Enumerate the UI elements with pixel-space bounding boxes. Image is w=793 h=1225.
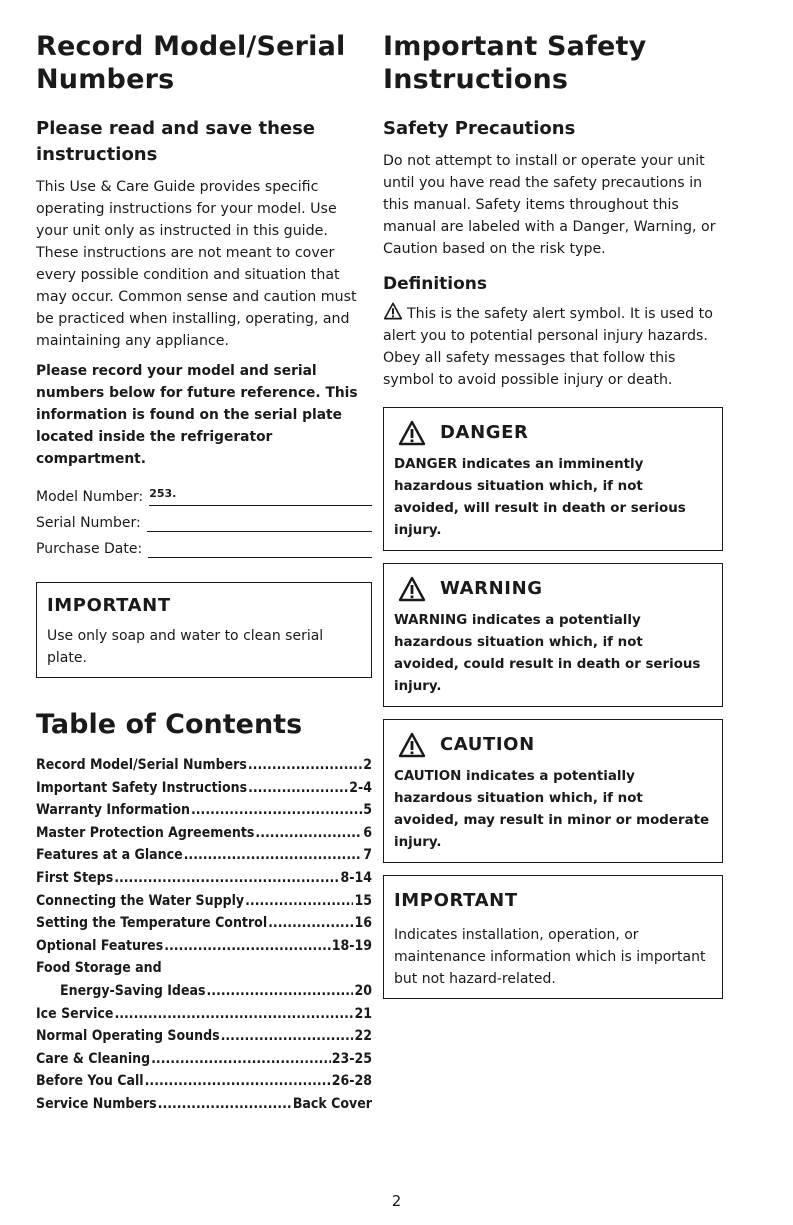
danger-title: DANGER: [440, 422, 529, 443]
toc-page: 15: [354, 892, 372, 909]
important-text: Indicates installation, operation, or maintenance information which is important but not hazard-related.: [394, 927, 706, 987]
field-label: Purchase Date:: [36, 541, 143, 557]
definitions-text: This is the safety alert symbol. It is used to alert you to potential personal injury hazards. Obey all safety messages that follow this symbol to avoid possible injury or death.: [383, 306, 713, 388]
toc-label: Master Protection Agreements: [36, 824, 255, 841]
toc-leader: [221, 1025, 354, 1048]
toc-item[interactable]: [36, 980, 372, 1003]
toc-item[interactable]: [36, 777, 372, 800]
definitions-paragraph: [383, 302, 723, 391]
toc-item[interactable]: [36, 844, 372, 867]
toc-item[interactable]: [36, 867, 372, 890]
left-column: [36, 30, 372, 1116]
safety-alert-icon: [398, 420, 426, 446]
purchase-date-field: [36, 532, 372, 558]
toc-page: 2-4: [349, 779, 372, 796]
toc-page: 16: [354, 915, 372, 932]
page-number: 2: [391, 1192, 402, 1210]
table-of-contents: [36, 754, 372, 1116]
model-number-line: 253.: [149, 487, 372, 506]
field-label: Model Number:: [36, 489, 144, 505]
toc-item[interactable]: [36, 935, 372, 958]
toc-leader: [255, 822, 362, 845]
toc-item[interactable]: [36, 1025, 372, 1048]
toc-leader: [114, 1003, 353, 1026]
danger-header: [398, 420, 712, 446]
toc-page: 22: [354, 1028, 372, 1045]
safety-alert-icon: [398, 732, 426, 758]
precautions-heading: Safety Precautions: [383, 118, 576, 139]
important-title: IMPORTANT: [47, 595, 171, 616]
danger-text: DANGER indicates an imminently hazardous situation which, if not avoided, will result in death or serious injury.: [394, 457, 686, 538]
toc-item[interactable]: [36, 912, 372, 935]
toc-page: 2: [363, 757, 372, 773]
purchase-date-line: [148, 539, 372, 558]
important-title: IMPORTANT: [394, 890, 518, 911]
toc-label: Optional Features: [36, 937, 164, 954]
toc-item[interactable]: [36, 890, 372, 913]
right-column: [383, 30, 723, 999]
toc-page: 5: [363, 802, 372, 819]
toc-page: 6: [363, 824, 372, 841]
toc-page: 8-14: [340, 869, 372, 886]
toc-page: 26-28: [331, 1073, 372, 1090]
record-title: Record Model/Serial Numbers: [36, 31, 346, 95]
field-label: Serial Number:: [36, 515, 141, 531]
toc-leader: [158, 1093, 292, 1116]
precautions-paragraph: Do not attempt to install or operate your unit until you have read the safety precautions in this manual. Safety items throughout this manual are labeled with a Danger, Warning, or Caution based on the risk type.: [383, 153, 716, 257]
safety-alert-icon: [383, 302, 403, 320]
caution-text: CAUTION indicates a potentially hazardous situation which, if not avoided, may result in minor or moderate injury.: [394, 769, 710, 850]
toc-leader: [145, 1070, 331, 1093]
toc-page: 20: [354, 982, 372, 999]
caution-box: [383, 719, 723, 863]
toc-title: Table of Contents: [36, 709, 303, 740]
model-number-field: [36, 480, 372, 506]
warning-box: [383, 563, 723, 707]
caution-header: [398, 732, 712, 758]
record-fields: [36, 480, 372, 558]
toc-page: 7: [363, 847, 372, 864]
read-save-subtitle: Please read and save these instructions: [36, 118, 316, 165]
toc-leader: [151, 1048, 331, 1071]
toc-leader: [191, 799, 362, 822]
danger-box: [383, 407, 723, 551]
definitions-heading: Definitions: [383, 274, 488, 294]
toc-leader: [245, 890, 353, 913]
toc-label: First Steps: [36, 869, 114, 886]
warning-text: WARNING indicates a potentially hazardous situation which, if not avoided, could result in death or serious injury.: [394, 613, 701, 694]
toc-label: Important Safety Instructions: [36, 779, 248, 796]
toc-item[interactable]: [36, 1003, 372, 1026]
toc-label: Food Storage and: [36, 960, 162, 977]
toc-label: Before You Call: [36, 1073, 144, 1090]
toc-label: Warranty Information: [36, 802, 190, 819]
toc-item[interactable]: [36, 822, 372, 845]
toc-label: Normal Operating Sounds: [36, 1028, 220, 1045]
toc-label: Setting the Temperature Control: [36, 915, 268, 932]
toc-label: Features at a Glance: [36, 847, 183, 864]
toc-page: Back Cover: [292, 1095, 372, 1112]
safety-alert-icon: [398, 576, 426, 602]
toc-item[interactable]: [36, 754, 372, 777]
important-box: [383, 875, 723, 999]
toc-leader: [248, 754, 362, 777]
toc-page: 18-19: [331, 937, 372, 954]
important-serial-box: [36, 582, 372, 678]
toc-leader: [114, 867, 339, 890]
warning-header: [398, 576, 712, 602]
important-text: Use only soap and water to clean serial plate.: [47, 628, 324, 666]
serial-number-line: [147, 513, 372, 532]
toc-item[interactable]: [36, 1048, 372, 1071]
record-note: Please record your model and serial numbers below for future reference. This information is found on the serial plate located inside the refrigerator compartment.: [36, 363, 358, 467]
toc-label: Ice Service: [36, 1005, 114, 1022]
toc-leader: [164, 935, 331, 958]
toc-page: 21: [354, 1005, 372, 1022]
toc-leader: [207, 980, 354, 1003]
toc-item[interactable]: [36, 1093, 372, 1116]
warning-title: WARNING: [440, 578, 543, 599]
safety-title: Important Safety Instructions: [383, 31, 647, 95]
toc-label: Service Numbers: [36, 1095, 157, 1112]
toc-leader: [268, 912, 353, 935]
toc-page: 23-25: [331, 1050, 372, 1067]
toc-leader: [248, 777, 348, 800]
serial-number-field: [36, 506, 372, 532]
toc-label: Care & Cleaning: [36, 1050, 151, 1067]
toc-label: Energy-Saving Ideas: [60, 982, 206, 999]
toc-leader: [184, 844, 363, 867]
toc-item[interactable]: [36, 799, 372, 822]
toc-label: Connecting the Water Supply: [36, 892, 245, 909]
toc-item[interactable]: [36, 1070, 372, 1093]
intro-paragraph: This Use & Care Guide provides specific operating instructions for your model. Use your unit only as instructed in this guide. These instructions are not meant to cover every possible condition and situation that may occur. Common sense and caution must be practiced when installing, operating, and maintaining any appliance.: [36, 179, 357, 349]
toc-item[interactable]: [36, 957, 372, 980]
caution-title: CAUTION: [440, 734, 535, 755]
toc-label: Record Model/Serial Numbers: [36, 757, 247, 773]
